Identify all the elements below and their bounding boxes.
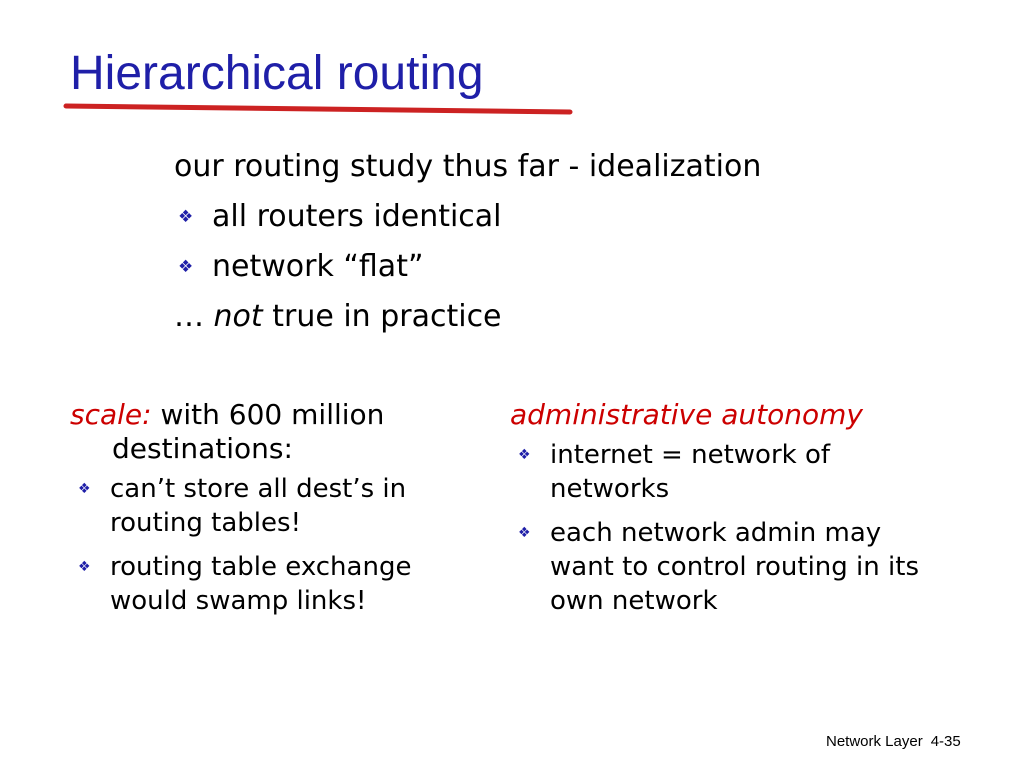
diamond-bullet-icon: ❖ [518,447,531,463]
intro-block [174,148,761,348]
scale-bullet [70,472,450,540]
autonomy-bullet [510,438,930,506]
scale-column [70,398,450,628]
intro-bullet-text: network “flat” [212,249,424,284]
diamond-bullet-icon: ❖ [178,257,194,277]
intro-closing [174,298,761,348]
scale-label: scale: [70,398,152,431]
diamond-bullet-icon: ❖ [518,525,531,541]
diamond-bullet-icon: ❖ [78,481,91,497]
intro-line: our routing study thus far - idealization [174,149,762,184]
slide-footer [826,733,961,750]
diamond-bullet-icon: ❖ [178,207,194,227]
scale-bullet [70,550,450,618]
autonomy-bullet-text: each network admin may want to control routing in its own network [550,518,919,616]
scale-heading-text: with 600 million [151,398,385,431]
title-underline [62,96,582,120]
autonomy-bullet-text: internet = network of networks [550,440,831,504]
page-number: 4-35 [930,733,961,750]
closing-prefix: … [174,299,214,334]
scale-bullet-text: can’t store all dest’s in routing tables! [110,474,407,538]
autonomy-column [510,398,930,628]
intro-bullet-text: all routers identical [212,199,502,234]
footer-section: Network Layer [826,733,923,750]
slide-title: Hierarchical routing [70,47,484,100]
intro-bullet [174,198,761,248]
intro-bullet [174,248,761,298]
scale-bullet-text: routing table exchange would swamp links! [110,552,412,616]
scale-heading-cont: destinations: [112,432,293,465]
diamond-bullet-icon: ❖ [78,559,91,575]
autonomy-bullet [510,516,930,618]
autonomy-heading: administrative autonomy [510,398,863,431]
closing-emphasis: not [213,299,263,334]
closing-suffix: true in practice [262,299,502,334]
scale-heading [70,398,450,466]
